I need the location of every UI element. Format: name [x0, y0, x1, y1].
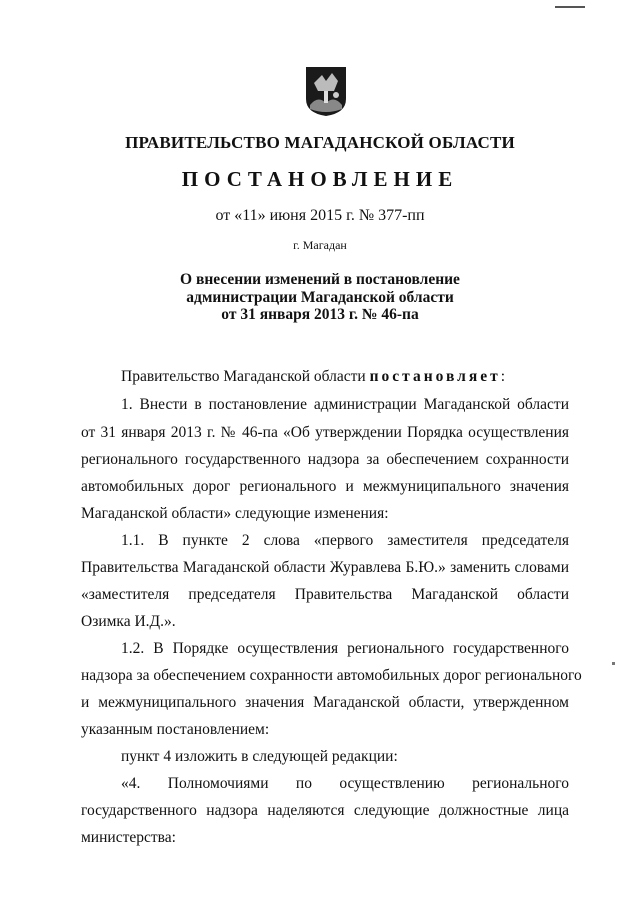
paragraph-line: автомобильных дорог регионального и межмуниципального значения: [81, 478, 569, 495]
preamble-verb: постановляет: [369, 368, 501, 385]
coat-of-arms-icon: [304, 65, 348, 117]
paragraph-line: пункт 4 изложить в следующей редакции:: [121, 748, 398, 765]
scan-speck: [612, 662, 615, 665]
preamble-text: Правительство Магаданской области: [121, 368, 366, 385]
paragraph-line: от 31 января 2013 г. № 46-па «Об утверждении Порядка осуществления: [81, 424, 569, 441]
document-title-line: от 31 января 2013 г. № 46-па: [221, 306, 419, 323]
paragraph-line: регионального государственного надзора за обеспечением сохранности: [81, 451, 569, 468]
document-title-line: администрации Магаданской области: [186, 289, 454, 306]
paragraph-line: Озимка И.Д.».: [81, 613, 176, 630]
paragraph-line: указанным постановлением:: [81, 721, 270, 738]
preamble: [121, 368, 505, 386]
document-type: ПОСТАНОВЛЕНИЕ: [181, 167, 459, 191]
paragraph-line: 1.2. В Порядке осуществления регионального государственного: [121, 640, 569, 657]
organization-name: ПРАВИТЕЛЬСТВО МАГАДАНСКОЙ ОБЛАСТИ: [125, 133, 515, 152]
paragraph-line: и межмуниципального значения Магаданской области, утвержденном: [81, 694, 569, 711]
document-date-number: от «11» июня 2015 г. № 377-пп: [215, 207, 425, 224]
paragraph-line: 1.1. В пункте 2 слова «первого заместителя председателя: [121, 532, 569, 549]
paragraph-line: надзора за обеспечением сохранности автомобильных дорог регионального: [81, 667, 582, 684]
paragraph-line: «заместителя председателя Правительства Магаданской области: [81, 586, 569, 603]
paragraph-line: Магаданской области» следующие изменения:: [81, 505, 389, 522]
paragraph-line: «4. Полномочиями по осуществлению регионального: [121, 775, 569, 792]
paragraph-line: министерства:: [81, 829, 176, 846]
document-city: г. Магадан: [293, 238, 347, 252]
document-title-line: О внесении изменений в постановление: [180, 271, 460, 288]
preamble-colon: :: [500, 368, 506, 385]
paragraph-line: Правительства Магаданской области Журавлева Б.Ю.» заменить словами: [81, 559, 569, 576]
scan-mark: [555, 6, 585, 8]
paragraph-line: 1. Внести в постановление администрации Магаданской области: [121, 396, 569, 413]
paragraph-line: государственного надзора наделяются следующие должностные лица: [81, 802, 569, 819]
